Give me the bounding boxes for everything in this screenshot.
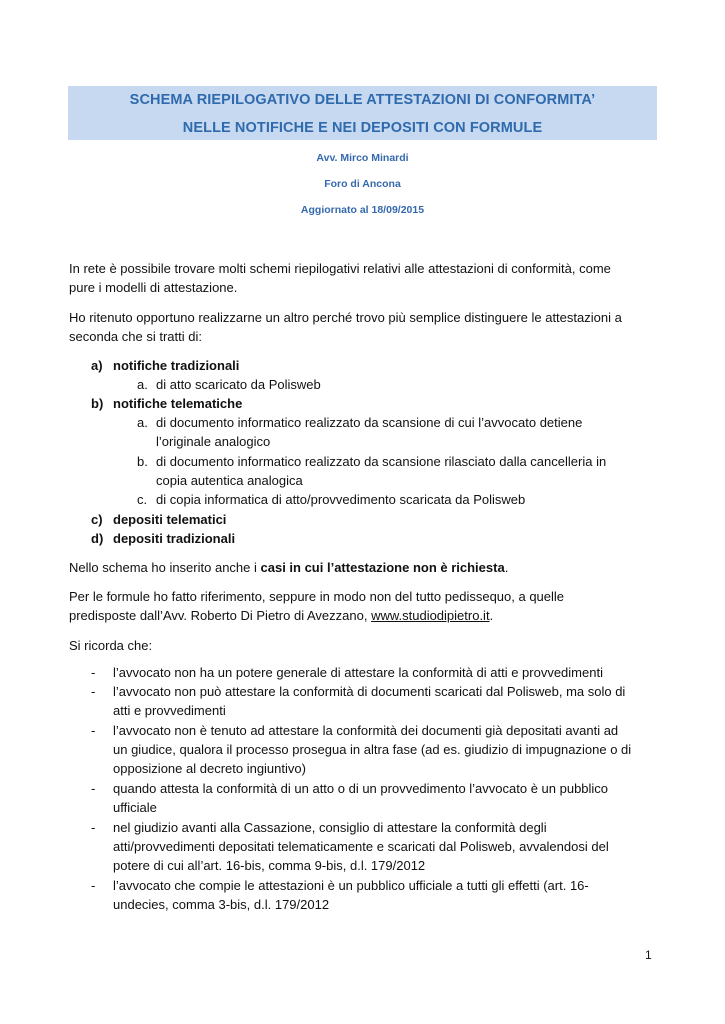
bullet-dash: - [91,878,96,893]
note-text: Nello schema ho inserito anche i [69,560,261,575]
bullet-dash: - [91,820,96,835]
bullet-item-continuation: un giudice, qualora il processo prosegua in altra fase (ad es. giudizio di impugnazione o di [113,742,632,757]
bullet-dash: - [91,781,96,796]
bullet-item: l’avvocato non è tenuto ad attestare la conformità dei documenti già depositati avanti ad [113,723,619,738]
document-title-line-2: NELLE NOTIFICHE E NEI DEPOSITI CON FORMULE [182,120,543,136]
bullet-item: quando attesta la conformità di un atto o di un provvedimento l’avvocato è un pubblico [113,781,609,796]
intro-paragraph-1-line-2: pure i modelli di attestazione. [69,280,238,295]
formulas-paragraph-line-2 [69,606,659,625]
list-item: di documento informatico realizzato da scansione rilasciato dalla cancelleria in [156,454,607,469]
page-number: 1 [645,948,652,962]
bullet-item-continuation: ufficiale [113,800,157,815]
bullet-item-continuation: atti/provvedimenti depositati telematicamente e scaricati dal Polisweb, avvalendosi del [113,839,609,854]
bullet-item: nel giudizio avanti alla Cassazione, consiglio di attestare la conformità degli [113,820,547,835]
schema-note [69,558,659,577]
note-emphasis: casi in cui l’attestazione non è richiesta [260,560,505,575]
list-marker: c) [91,512,103,527]
bullet-item: l’avvocato non ha un potere generale di attestare la conformità di atti e provvedimenti [113,665,603,680]
author-forum: Foro di Ancona [324,178,401,190]
intro-paragraph-1-line-1: In rete è possibile trovare molti schemi riepilogativi relativi alle attestazioni di conformità, come [69,261,611,276]
formulas-text: . [489,608,494,623]
bullet-item: l’avvocato non può attestare la conformità di documenti scaricati dal Polisweb, ma solo di [113,684,626,699]
bullet-item-continuation: opposizione al decreto ingiuntivo) [113,761,306,776]
category-notifiche-telematiche: notifiche telematiche [113,396,243,411]
note-text: . [504,560,509,575]
formulas-paragraph-line-1: Per le formule ho fatto riferimento, seppure in modo non del tutto pedissequo, a quelle [69,589,565,604]
studiodipietro-link[interactable]: www.studiodipietro.it [371,608,490,623]
bullet-item-continuation: undecies, comma 3-bis, d.l. 179/2012 [113,897,330,912]
bullet-item-continuation: atti e provvedimenti [113,703,226,718]
intro-paragraph-2-line-2: seconda che si tratti di: [69,329,202,344]
list-marker: d) [91,531,104,546]
document-title-line-1: SCHEMA RIEPILOGATIVO DELLE ATTESTAZIONI DI CONFORMITA’ [129,92,596,108]
list-marker: a. [137,415,148,430]
list-marker: c. [137,492,148,507]
list-item: di atto scaricato da Polisweb [156,377,321,392]
title-banner [68,86,657,140]
bullet-item-continuation: potere di cui all’art. 16-bis, comma 9-bis, d.l. 179/2012 [113,858,426,873]
formulas-text: predisposte dall’Avv. Roberto Di Pietro di Avezzano, [69,608,372,623]
bullet-dash: - [91,684,96,699]
category-notifiche-tradizionali: notifiche tradizionali [113,358,240,373]
bullet-dash: - [91,723,96,738]
list-item-continuation: l’originale analogico [156,434,271,449]
list-marker: b. [137,454,148,469]
intro-paragraph-2-line-1: Ho ritenuto opportuno realizzarne un altro perché trovo più semplice distinguere le attestazioni a [69,310,622,325]
reminder-intro: Si ricorda che: [69,638,153,653]
list-marker: a) [91,358,103,373]
category-depositi-tradizionali: depositi tradizionali [113,531,236,546]
list-item: di copia informatica di atto/provvedimento scaricata da Polisweb [156,492,526,507]
list-marker: a. [137,377,148,392]
author-name: Avv. Mirco Minardi [316,152,409,164]
list-marker: b) [91,396,104,411]
list-item-continuation: copia autentica analogica [156,473,303,488]
bullet-dash: - [91,665,96,680]
update-date: Aggiornato al 18/09/2015 [300,204,425,216]
bullet-item: l’avvocato che compie le attestazioni è un pubblico ufficiale a tutti gli effetti (art. 16- [113,878,589,893]
list-item: di documento informatico realizzato da scansione di cui l’avvocato detiene [156,415,583,430]
category-depositi-telematici: depositi telematici [113,512,227,527]
